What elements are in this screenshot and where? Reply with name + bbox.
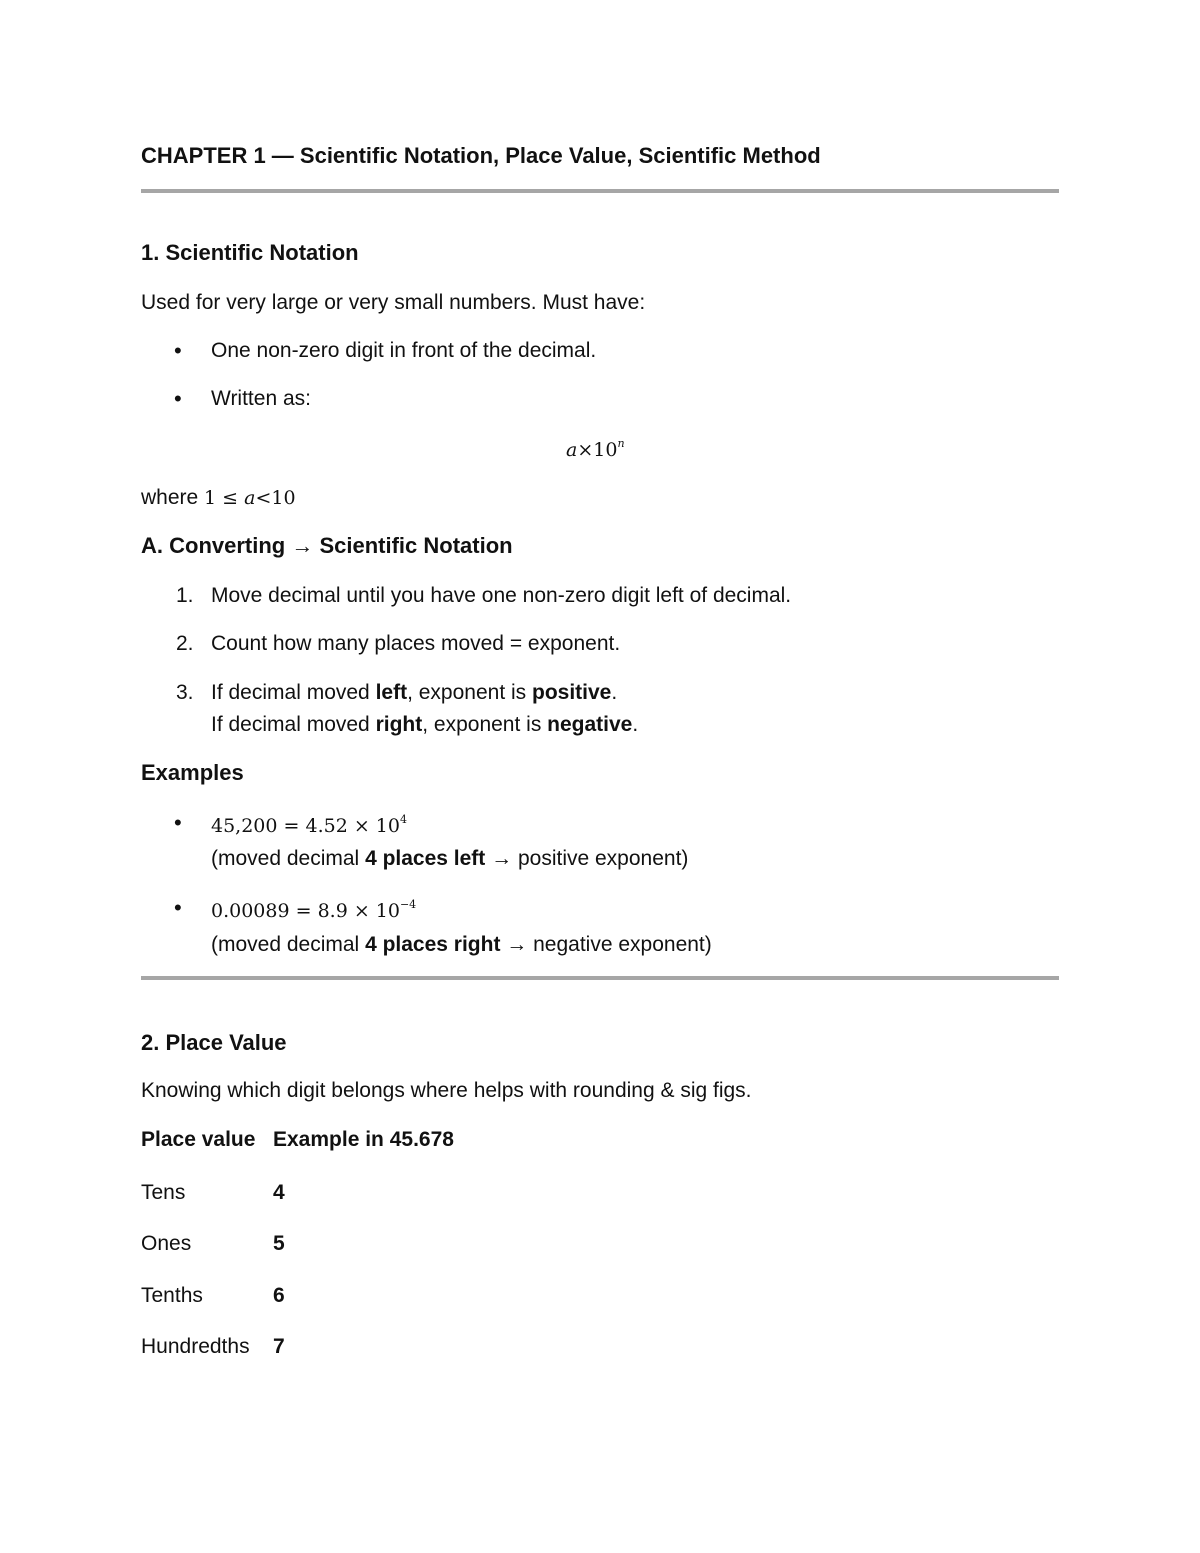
table-cell-digit: 6 bbox=[273, 1284, 285, 1307]
section-intro: Used for very large or very small numbers. Must have: bbox=[141, 291, 646, 314]
formula-times: ×10 bbox=[577, 439, 618, 461]
bullet-dot: • bbox=[174, 810, 182, 835]
table-cell-place: Tens bbox=[141, 1181, 186, 1204]
table-cell-digit: 7 bbox=[273, 1335, 285, 1358]
example-math: $45,200 = 4.52 \times 10^4$ bbox=[211, 813, 407, 837]
bullet-dot: • bbox=[174, 338, 182, 363]
formula-exponent: n bbox=[617, 437, 625, 450]
example-note: (moved decimal 4 places right → negative exponent) bbox=[211, 933, 712, 956]
examples-heading: Examples bbox=[141, 760, 244, 785]
where-condition bbox=[141, 485, 296, 511]
where-variable: a bbox=[244, 487, 256, 509]
table-cell-place: Hundredths bbox=[141, 1335, 250, 1358]
bullet-dot: • bbox=[174, 895, 182, 920]
where-word: where bbox=[141, 486, 199, 509]
example-note: (moved decimal 4 places left → positive exponent) bbox=[211, 847, 689, 870]
step-text: Count how many places moved = exponent. bbox=[211, 632, 621, 655]
bullet-dot: • bbox=[174, 386, 182, 411]
section-intro: Knowing which digit belongs where helps with rounding & sig figs. bbox=[141, 1079, 752, 1102]
section-heading-place-value: 2. Place Value bbox=[141, 1030, 287, 1055]
step-number: 3. bbox=[176, 681, 194, 704]
horizontal-rule bbox=[141, 976, 1059, 980]
horizontal-rule bbox=[141, 189, 1059, 193]
table-cell-place: Ones bbox=[141, 1232, 192, 1255]
example-math: $0.00089 = 8.9 \times 10^{-4}$ bbox=[211, 898, 417, 922]
section-heading-scientific-notation: 1. Scientific Notation bbox=[141, 240, 359, 265]
step-number: 1. bbox=[176, 584, 194, 607]
formula-variable: a bbox=[566, 439, 578, 461]
bullet-item: One non-zero digit in front of the decimal. bbox=[211, 339, 597, 362]
table-cell-digit: 4 bbox=[273, 1181, 285, 1204]
table-header: Example in 45.678 bbox=[273, 1128, 454, 1151]
table-cell-digit: 5 bbox=[273, 1232, 285, 1255]
formula-scientific-notation bbox=[566, 437, 625, 463]
where-rhs: <10 bbox=[255, 487, 296, 509]
table-cell-place: Tenths bbox=[141, 1284, 203, 1307]
step-number: 2. bbox=[176, 632, 194, 655]
subsection-heading-converting: A. Converting → Scientific Notation bbox=[141, 533, 513, 558]
step-text-left: If decimal moved left, exponent is positive. bbox=[211, 681, 618, 704]
where-lhs: 1 ≤ bbox=[204, 487, 245, 509]
table-header: Place value bbox=[141, 1128, 256, 1151]
chapter-title: CHAPTER 1 — Scientific Notation, Place Value, Scientific Method bbox=[141, 143, 821, 168]
step-text-right: If decimal moved right, exponent is negative. bbox=[211, 713, 639, 736]
where-math bbox=[204, 487, 296, 509]
bullet-item: Written as: bbox=[211, 387, 311, 410]
step-text: Move decimal until you have one non-zero digit left of decimal. bbox=[211, 584, 792, 607]
